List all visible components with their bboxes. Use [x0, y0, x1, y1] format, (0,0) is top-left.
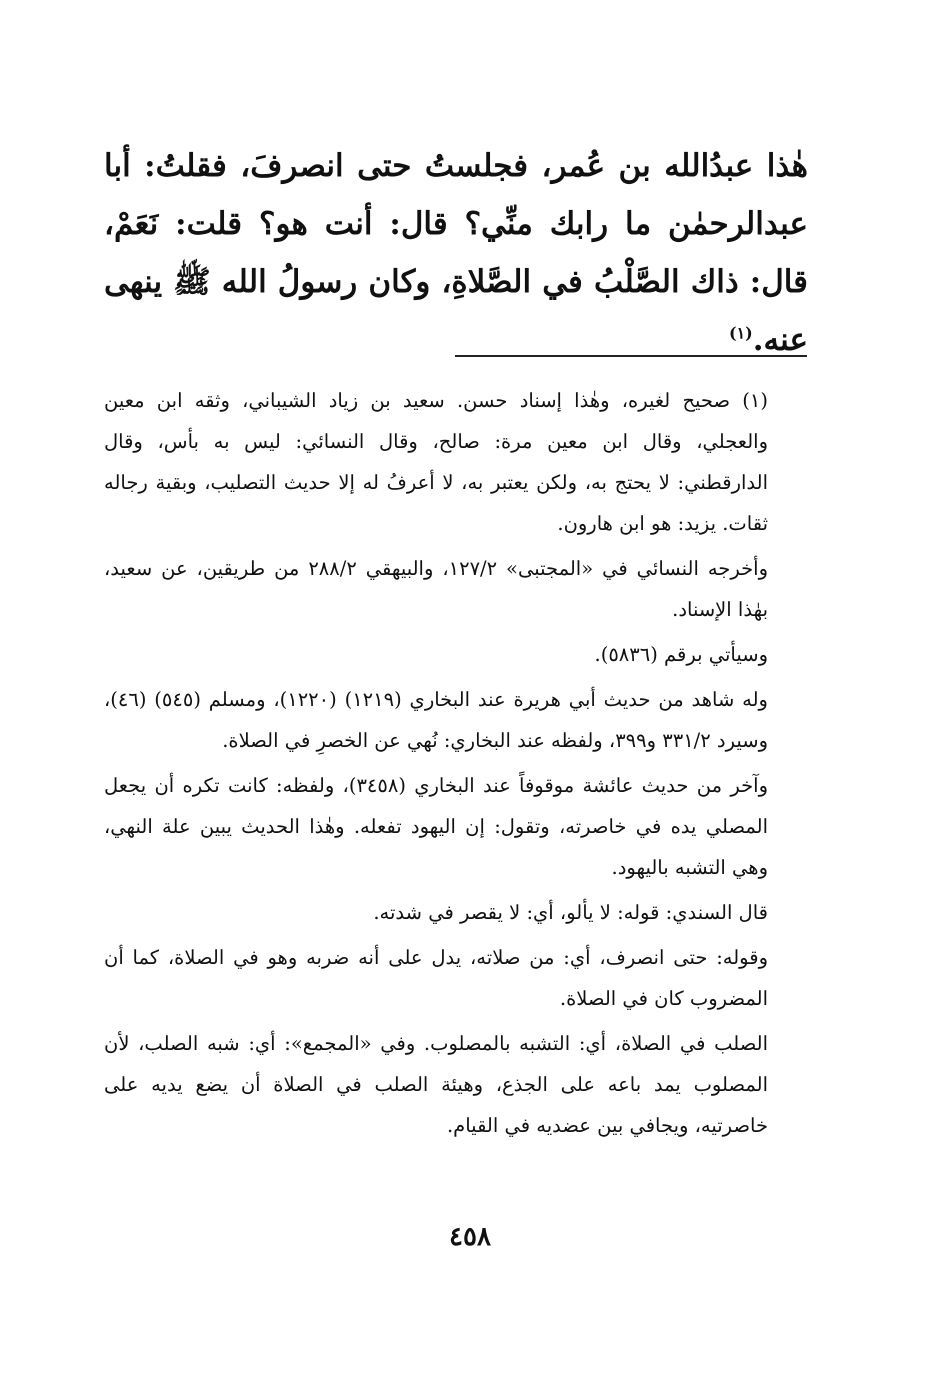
- footnote-paragraph: وله شاهد من حديث أبي هريرة عند البخاري (١٢١٩) (١٢٢٠)، ومسلم (٥٤٥) (٤٦)، وسيرد ٣٣١/٢ و٣٩٩، ولفظه عند البخاري: نُهي عن الخصرِ في الصلاة.: [104, 688, 768, 752]
- footnote-separator: [455, 355, 807, 357]
- main-text-body: هٰذا عبدُالله بن عُمر، فجلستُ حتى انصرفَ، فقلتُ: أبا عبدالرحمٰن ما رابك منِّي؟ قال: أنت هو؟ قلت: نَعَمْ، قال: ذاك الصَّلْبُ في الصَّلاةِ، وكان رسولُ الله ﷺ ينهى عنه.: [104, 148, 808, 358]
- main-text: [104, 137, 808, 369]
- page-number: ٤٥٨: [449, 1222, 491, 1252]
- footnote-paragraph: وسيأتي برقم (٥٨٣٦).: [594, 643, 768, 666]
- footnote-paragraph: (١) صحيح لغيره، وهٰذا إسناد حسن. سعيد بن زياد الشيباني، وثقه ابن معين والعجلي، وقال ابن معين مرة: صالح، وقال النسائي: ليس به بأس، وقال الدارقطني: لا يحتج به، ولكن يعتبر به، لا أعرفُ له إلا حديث التصليب، وبقية رجاله ثقات. يزيد: هو ابن هارون.: [104, 389, 768, 535]
- footnote-paragraph: قال السندي: قوله: لا يألو، أي: لا يقصر في شدته.: [373, 901, 768, 924]
- footnote-marker: (١): [728, 323, 753, 343]
- footnote-paragraph: وأخرجه النسائي في «المجتبى» ١٢٧/٢، والبيهقي ٢٨٨/٢ من طريقين، عن سعيد، بهٰذا الإسناد.: [104, 557, 768, 621]
- footnote-paragraph: الصلب في الصلاة، أي: التشبه بالمصلوب. وفي «المجمع»: أي: شبه الصلب، لأن المصلوب يمد باعه على الجذع، وهيئة الصلب في الصلاة أن يضع يديه على خاصرتيه، ويجافي بين عضديه في القيام.: [104, 1032, 768, 1137]
- footnote-paragraph: وقوله: حتى انصرف، أي: من صلاته، يدل على أنه ضربه وهو في الصلاة، كما أن المضروب كان في الصلاة.: [104, 946, 768, 1010]
- footnote-paragraph: وآخر من حديث عائشة موقوفاً عند البخاري (٣٤٥٨)، ولفظه: كانت تكره أن يجعل المصلي يده في خاصرته، وتقول: إن اليهود تفعله. وهٰذا الحديث يبين علة النهي، وهي التشبه باليهود.: [104, 774, 768, 879]
- footnotes: [104, 380, 808, 1150]
